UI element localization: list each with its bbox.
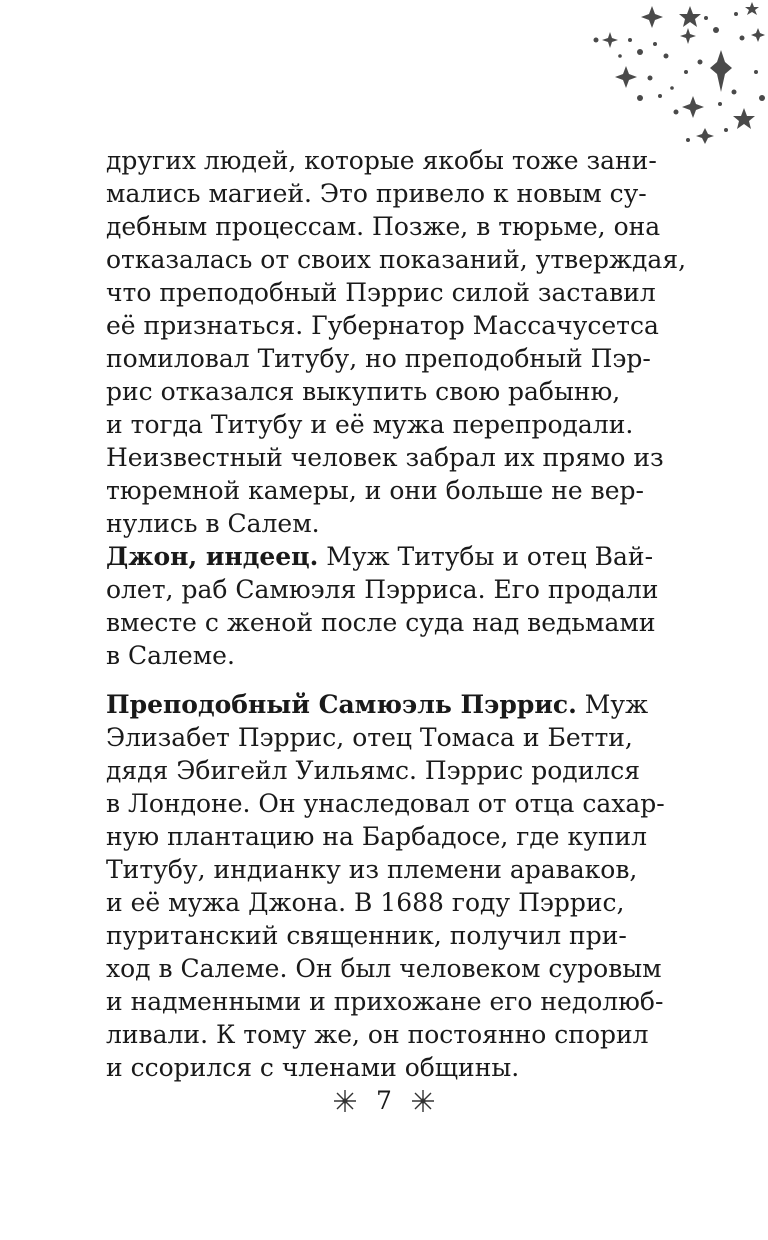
text-line: в Салеме. (106, 641, 235, 670)
page-footer (0, 1084, 768, 1116)
text-line: и её мужа Джона. В 1688 году Пэррис, (106, 888, 625, 917)
page-number: 7 (376, 1085, 392, 1115)
text-line: и надменными и прихожане его недолюб- (106, 987, 664, 1016)
text-line (106, 688, 649, 721)
text-line: в Лондоне. Он унаследовал от отца сахар- (106, 789, 665, 818)
text-line: Элизабет Пэррис, отец Томаса и Бетти, (106, 723, 633, 752)
text-line: что преподобный Пэррис силой заставил (106, 278, 656, 307)
paragraph-john-indian (106, 540, 659, 672)
text-line: и тогда Титубу и её мужа перепродали. (106, 410, 634, 439)
entry-heading: Преподобный Самюэль Пэррис. (106, 690, 577, 719)
text-line (106, 540, 654, 573)
sparkle-icon (410, 1088, 436, 1114)
text-line: пуританский священник, получил при- (106, 921, 627, 950)
text-line: мались магией. Это привело к новым су- (106, 179, 647, 208)
text-line: ливали. К тому же, он постоянно спорил (106, 1020, 649, 1049)
text-line: помиловал Титубу, но преподобный Пэр- (106, 344, 651, 373)
text-line: дядя Эбигейл Уильямс. Пэррис родился (106, 756, 641, 785)
text-line: ход в Салеме. Он был человеком суровым (106, 954, 662, 983)
text-line: отказалась от своих показаний, утверждая, (106, 245, 687, 274)
text-run: Муж Титубы и отец Вай- (318, 542, 654, 571)
text-line: других людей, которые якобы тоже зани- (106, 146, 657, 175)
sparkle-icon (332, 1088, 358, 1114)
paragraph-samuel-parris (106, 688, 665, 1084)
paragraph-titubas-fate (106, 144, 687, 540)
text-run: Муж (576, 690, 649, 719)
text-line: ную плантацию на Барбадосе, где купил (106, 822, 648, 851)
text-line: олет, раб Самюэля Пэрриса. Его продали (106, 575, 659, 604)
text-line: её признаться. Губернатор Массачусетса (106, 311, 659, 340)
text-line: дебным процессам. Позже, в тюрьме, она (106, 212, 661, 241)
text-line: нулись в Салем. (106, 509, 320, 538)
text-line: Неизвестный человек забрал их прямо из (106, 443, 664, 472)
text-line: Титубу, индианку из племени араваков, (106, 855, 638, 884)
text-line: рис отказался выкупить свою рабыню, (106, 377, 621, 406)
text-line: и ссорился с членами общины. (106, 1053, 520, 1082)
text-line: вместе с женой после суда над ведьмами (106, 608, 656, 637)
text-line: тюремной камеры, и они больше не вер- (106, 476, 644, 505)
entry-heading: Джон, индеец. (106, 542, 319, 571)
